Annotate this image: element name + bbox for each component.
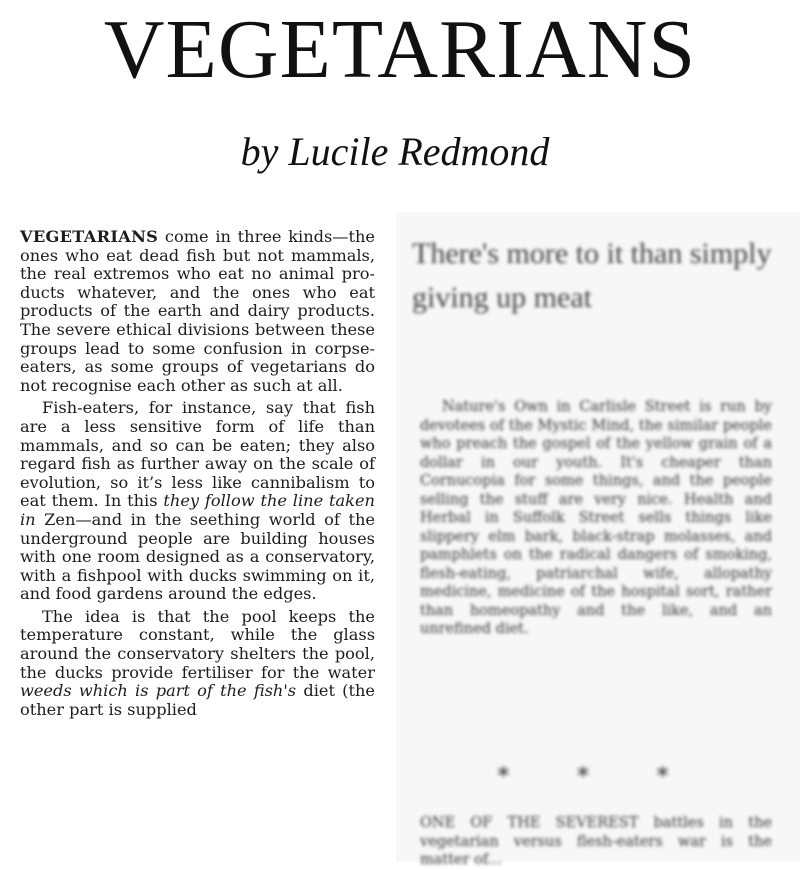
sidebar-paragraph: Nature's Own in Carlisle Street is run by devotees of the Mystic Mind, the similar people who preach the gospel of the yellow grain of a dollar in our youth. It's cheaper than Cornucopia for some things, and the people selling the stuff are very nice. Health and Herbal in Suffolk Street sells things like slippery elm bark, black-strap molasses, and pamphlets on the radical dangers of smoking, flesh-eating, patriarchal wife, allopathy medicine, medicine of the hospital sort, rather than homeopathy and the like, and an unrefined diet. xyxy=(420,399,772,637)
sidebar-body xyxy=(420,398,772,639)
paragraph-3-tail: diet (the other part is supplied xyxy=(20,681,375,719)
paragraph-3 xyxy=(20,608,375,720)
sidebar-headline: There's more to it than simply giving up meat xyxy=(412,237,772,314)
section-separator: * * * xyxy=(497,762,699,790)
sidebar-paragraph-2: ONE OF THE SEVEREST battles in the vegetarian versus flesh-eaters war is the matter of... xyxy=(420,815,772,868)
paragraph-2-tail: —and in the seething world of the underground people are building houses with one room designed as a conservatory, with a fishpool with ducks swimming on it, and food gardens around the edges. xyxy=(20,509,375,604)
article-title: VEGETARIANS xyxy=(103,3,697,96)
sidebar-panel xyxy=(396,212,800,868)
sidebar-body-2 xyxy=(420,814,772,870)
italic-phrase: they follow the line taken in xyxy=(20,491,375,529)
paragraph-3-text: The idea is that the pool keeps the temperature constant, while the glass around the conservatory shelters the pool, the ducks provide fertiliser for the water xyxy=(20,606,375,682)
italic-phrase-2: weeds which is part of the fish's xyxy=(20,681,297,701)
article-body xyxy=(20,228,375,723)
paragraph-2-text: Fish-eaters, for instance, say that fish are a less sensitive form of life than mammals, and so can be eaten; they also regard fish as further away on the scale of evolution, so it’s less like cannibalism to eat them. In this xyxy=(20,398,375,511)
paragraph-1-text: come in three kinds—the ones who eat dead fish but not mammals, the real extremos who eat no animal products whatever, and the ones who eat products of the earth and dairy products. The severe ethical divisions between these groups lead to some confusion in corpse-eaters, as some groups of vegetarians do not recognise each other as such at all. xyxy=(20,227,375,395)
paragraph-2 xyxy=(20,399,375,604)
zen-word: Zen xyxy=(44,509,76,529)
article-byline: by Lucile Redmond xyxy=(240,129,550,174)
paragraph-1 xyxy=(20,228,375,395)
lead-word: VEGETARIANS xyxy=(20,227,159,246)
